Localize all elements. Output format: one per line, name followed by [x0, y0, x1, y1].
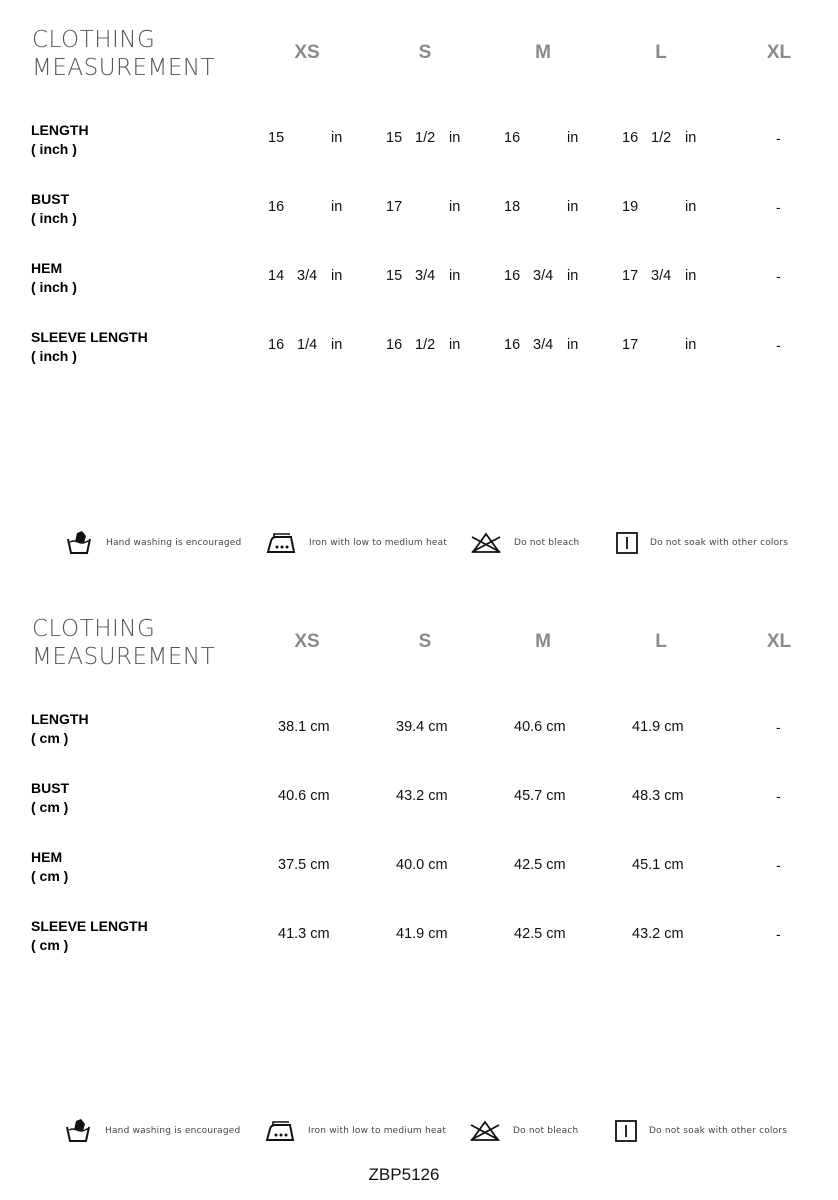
- inch-cell-xl: -: [776, 268, 781, 284]
- cm-cell-xl: -: [776, 788, 781, 804]
- cm-title: CLOTHING MEASUREMENT: [32, 616, 216, 670]
- inch-cell-xl: -: [776, 130, 781, 146]
- cm-cell-l: 45.1 cm: [632, 857, 684, 873]
- size-header-l: L: [655, 631, 667, 652]
- care-instructions-top: [0, 528, 838, 558]
- row-label: SLEEVE LENGTH ( cm ): [31, 918, 148, 953]
- iron-icon: [265, 1120, 296, 1142]
- cm-cell-xs: 38.1 cm: [278, 719, 330, 735]
- care-item-iron: Iron with low to medium heat: [265, 1116, 446, 1146]
- inch-title: CLOTHING MEASUREMENT: [32, 27, 216, 81]
- cm-cell-m: 40.6 cm: [514, 719, 566, 735]
- size-header-xl: XL: [766, 42, 792, 63]
- row-label: HEM ( inch ): [31, 260, 77, 295]
- size-header-s: S: [418, 631, 432, 652]
- size-header-m: M: [535, 631, 551, 652]
- row-label: BUST ( cm ): [31, 780, 70, 815]
- care-item-no-bleach: Do not bleach: [469, 1116, 578, 1146]
- size-header-s: S: [418, 42, 432, 63]
- cm-cell-m: 45.7 cm: [514, 788, 566, 804]
- care-item-no-soak: Do not soak with other colors: [615, 1116, 787, 1146]
- cm-cell-s: 43.2 cm: [396, 788, 448, 804]
- cm-cell-xl: -: [776, 857, 781, 873]
- cm-cell-l: 43.2 cm: [632, 926, 684, 942]
- size-header-l: L: [655, 42, 667, 63]
- care-instructions-bottom: [0, 1116, 838, 1146]
- cm-cell-l: 48.3 cm: [632, 788, 684, 804]
- row-label: SLEEVE LENGTH ( inch ): [31, 329, 148, 364]
- hand-wash-icon: [66, 530, 94, 556]
- size-header-xs: XS: [294, 631, 320, 652]
- care-item-no-bleach: Do not bleach: [470, 528, 579, 558]
- no-soak-icon: [615, 1120, 637, 1142]
- inch-cell-xl: -: [776, 337, 781, 353]
- care-item-no-soak: Do not soak with other colors: [616, 528, 788, 558]
- no-bleach-icon: [470, 532, 502, 554]
- no-soak-icon: [616, 532, 638, 554]
- cm-cell-s: 39.4 cm: [396, 719, 448, 735]
- product-code: ZBP5126: [368, 1165, 440, 1184]
- care-item-hand-wash: Hand washing is encouraged: [66, 528, 241, 558]
- row-label: LENGTH ( inch ): [31, 122, 89, 157]
- cm-cell-xs: 40.6 cm: [278, 788, 330, 804]
- size-header-xs: XS: [294, 42, 320, 63]
- size-header-xl: XL: [766, 631, 792, 652]
- no-bleach-icon: [469, 1120, 501, 1142]
- inch-cell-xl: -: [776, 199, 781, 215]
- cm-cell-xl: -: [776, 719, 781, 735]
- cm-cell-m: 42.5 cm: [514, 857, 566, 873]
- cm-cell-xs: 37.5 cm: [278, 857, 330, 873]
- iron-icon: [266, 532, 297, 554]
- cm-cell-xl: -: [776, 926, 781, 942]
- care-item-iron: Iron with low to medium heat: [266, 528, 447, 558]
- cm-cell-l: 41.9 cm: [632, 719, 684, 735]
- row-label: BUST ( inch ): [31, 191, 77, 226]
- cm-cell-m: 42.5 cm: [514, 926, 566, 942]
- cm-cell-s: 41.9 cm: [396, 926, 448, 942]
- care-item-hand-wash: Hand washing is encouraged: [65, 1116, 240, 1146]
- hand-wash-icon: [65, 1118, 93, 1144]
- cm-cell-s: 40.0 cm: [396, 857, 448, 873]
- size-header-m: M: [535, 42, 551, 63]
- cm-cell-xs: 41.3 cm: [278, 926, 330, 942]
- row-label: LENGTH ( cm ): [31, 711, 89, 746]
- row-label: HEM ( cm ): [31, 849, 69, 884]
